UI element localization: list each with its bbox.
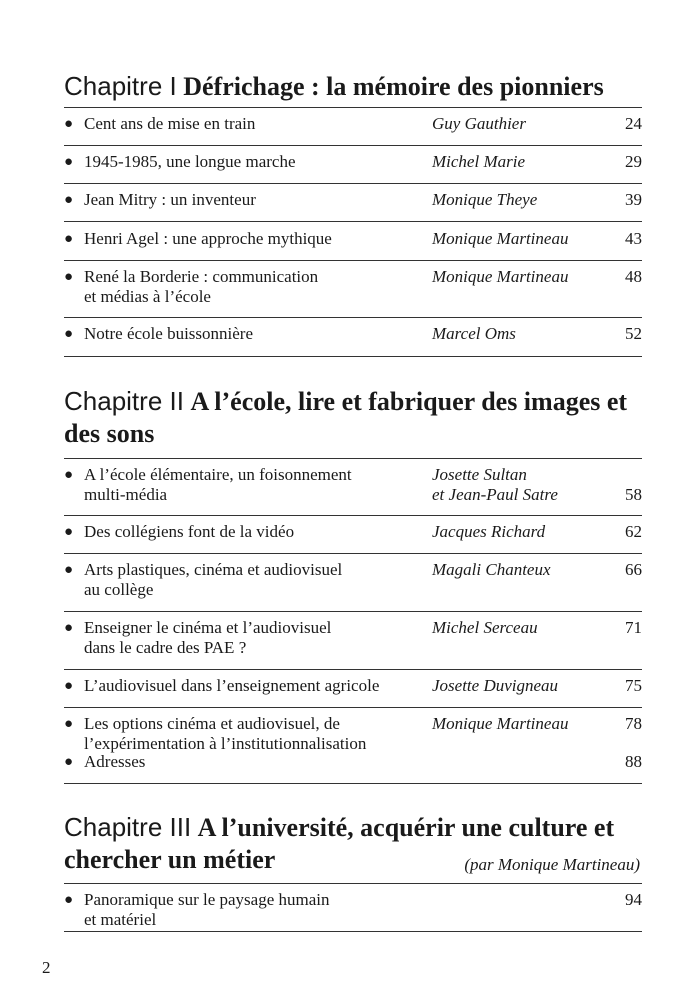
- bullet-icon: ●: [64, 231, 74, 247]
- entry-title: Les options cinéma et audiovisuel, de: [84, 714, 340, 733]
- entry-page: 58: [625, 485, 642, 504]
- entry-title-continued: l’expérimentation à l’institutionnalisation: [84, 734, 367, 753]
- divider: [64, 611, 642, 612]
- entry-title: Cent ans de mise en train: [84, 114, 256, 133]
- entry-page: 66: [625, 560, 642, 579]
- entry-author: Monique Martineau: [432, 229, 569, 248]
- entry-title-continued: dans le cadre des PAE ?: [84, 638, 247, 657]
- divider: [64, 145, 642, 146]
- entry-page: 43: [625, 229, 642, 248]
- page-number: 2: [42, 958, 51, 977]
- entry-title-continued: multi-média: [84, 485, 168, 504]
- entry-author: Monique Theye: [432, 190, 538, 209]
- entry-page: 75: [625, 676, 642, 695]
- bullet-icon: ●: [64, 892, 74, 908]
- entry-title: Henri Agel : une approche mythique: [84, 229, 332, 248]
- entry-title: Adresses: [84, 752, 146, 771]
- entry-title: Des collégiens font de la vidéo: [84, 522, 295, 541]
- bullet-icon: ●: [64, 562, 74, 578]
- entry-title-continued: et médias à l’école: [84, 287, 211, 306]
- divider: [64, 783, 642, 784]
- bullet-icon: ●: [64, 524, 74, 540]
- divider: [64, 458, 642, 459]
- entry-page: 88: [625, 752, 642, 771]
- divider: [64, 260, 642, 261]
- entry-title: Panoramique sur le paysage humain: [84, 890, 330, 909]
- chapter-3-heading: [64, 811, 642, 876]
- entry-author: Guy Gauthier: [432, 114, 526, 133]
- entry-page: 29: [625, 152, 642, 171]
- bullet-icon: ●: [64, 754, 74, 770]
- divider: [64, 707, 642, 708]
- entry-title: Enseigner le cinéma et l’audiovisuel: [84, 618, 332, 637]
- bullet-icon: ●: [64, 326, 74, 342]
- divider: [64, 515, 642, 516]
- bullet-icon: ●: [64, 467, 74, 483]
- entry-author: Magali Chanteux: [432, 560, 551, 579]
- chapter-2-number: Chapitre II: [64, 386, 184, 416]
- divider: [64, 221, 642, 222]
- entry-page: 48: [625, 267, 642, 286]
- chapter-3-title: A l’université, acquérir une culture et: [197, 813, 615, 842]
- entry-author: Jacques Richard: [432, 522, 546, 541]
- entry-page: 94: [625, 890, 642, 909]
- entry-author: Josette Duvigneau: [432, 676, 559, 695]
- entry-page: 39: [625, 190, 642, 209]
- entry-title: 1945-1985, une longue marche: [84, 152, 296, 171]
- bullet-icon: ●: [64, 192, 74, 208]
- bullet-icon: ●: [64, 116, 74, 132]
- divider: [64, 356, 642, 357]
- entry-author: Monique Martineau: [432, 714, 569, 733]
- bullet-icon: ●: [64, 154, 74, 170]
- entry-title: Notre école buissonnière: [84, 324, 253, 343]
- entry-title-continued: au collège: [84, 580, 154, 599]
- chapter-3-credit: (par Monique Martineau): [464, 855, 640, 874]
- divider: [64, 669, 642, 670]
- chapter-3-number: Chapitre III: [64, 812, 192, 842]
- entry-page: 78: [625, 714, 642, 733]
- bullet-icon: ●: [64, 716, 74, 732]
- entry-author: Monique Martineau: [432, 267, 569, 286]
- entry-author: Michel Marie: [432, 152, 525, 171]
- entry-page: 71: [625, 618, 642, 637]
- bullet-icon: ●: [64, 269, 74, 285]
- divider: [64, 553, 642, 554]
- divider: [64, 183, 642, 184]
- divider: [64, 931, 642, 932]
- entry-author: Michel Serceau: [432, 618, 538, 637]
- chapter-3-title-continued: chercher un métier: [64, 845, 276, 874]
- bullet-icon: ●: [64, 620, 74, 636]
- bullet-icon: ●: [64, 678, 74, 694]
- chapter-1-title: Défrichage : la mémoire des pionniers: [183, 72, 604, 101]
- entry-title: Arts plastiques, cinéma et audiovisuel: [84, 560, 343, 579]
- divider: [64, 107, 642, 108]
- chapter-2-title-continued: des sons: [64, 419, 155, 448]
- entry-author-continued: et Jean-Paul Satre: [432, 485, 558, 504]
- chapter-1-heading: [64, 70, 642, 103]
- entry-title: L’audiovisuel dans l’enseignement agricole: [84, 676, 380, 695]
- entry-title-continued: et matériel: [84, 910, 157, 929]
- chapter-2-heading: [64, 385, 642, 450]
- entry-title: A l’école élémentaire, un foisonnement: [84, 465, 352, 484]
- entry-page: 24: [625, 114, 642, 133]
- entry-author: Marcel Oms: [432, 324, 516, 343]
- divider: [64, 317, 642, 318]
- entry-author: Josette Sultan: [432, 465, 527, 484]
- entry-page: 62: [625, 522, 642, 541]
- chapter-2-title: A l’école, lire et fabriquer des images et: [190, 387, 628, 416]
- chapter-1-number: Chapitre I: [64, 71, 177, 101]
- entry-title: René la Borderie : communication: [84, 267, 319, 286]
- entry-page: 52: [625, 324, 642, 343]
- divider: [64, 883, 642, 884]
- entry-title: Jean Mitry : un inventeur: [84, 190, 256, 209]
